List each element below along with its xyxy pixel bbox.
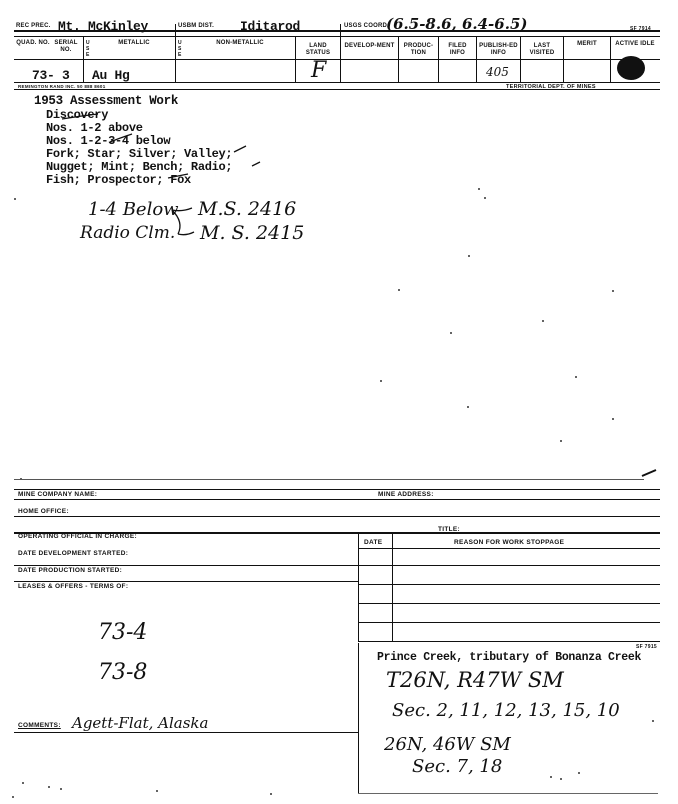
printer-note: REMINGTON RAND INC. 50 888 8601	[18, 84, 106, 89]
form-number: SF 7914	[630, 26, 652, 32]
comments-value: Agett-Flat, Alaska	[72, 714, 209, 732]
hand-location-2: Sec. 2, 11, 12, 13, 15, 10	[392, 700, 620, 721]
hand-below-label: 1-4 Below	[88, 199, 179, 220]
active-idle-label: ACTIVE IDLE	[615, 41, 655, 47]
mine-company-label: MINE COMPANY NAME:	[18, 491, 98, 498]
metallic-label: METALLIC	[118, 40, 150, 46]
notes-line-5: Fork; Star; Silver; Valley;	[46, 147, 233, 161]
rec-prec-value: Mt. McKinley	[58, 19, 149, 34]
corner-mark	[640, 466, 660, 480]
handwritten-strokes	[40, 110, 280, 190]
hand-73-8: 73-8	[98, 660, 148, 685]
hand-ms-2415: M. S. 2415	[200, 222, 305, 244]
notes-line-4: Nos. 1-2-3-4 below	[46, 134, 171, 148]
date-label: DATE	[364, 539, 383, 546]
hand-location-3: 26N, 46W SM	[384, 734, 511, 755]
hand-location-1: T26N, R47W SM	[386, 668, 564, 692]
published-value: 405	[486, 65, 509, 79]
quad-serial-value: 73- 3	[32, 68, 70, 83]
notes-line-1: 1953 Assessment Work	[34, 94, 179, 108]
leases-label: LEASES & OFFERS - TERMS OF:	[18, 583, 129, 590]
production-label: PRODUC-TION	[403, 43, 434, 56]
usbm-dist-label: USBM DIST.	[178, 23, 215, 29]
land-status-mark: F	[311, 58, 327, 83]
reason-label: REASON FOR WORK STOPPAGE	[454, 539, 565, 546]
form-number-2: SF 7915	[636, 644, 658, 650]
land-status-label: LAND STATUS	[305, 43, 331, 56]
notes-line-2: Discovery	[46, 108, 109, 122]
use-letters-metallic: U S E	[86, 40, 90, 58]
hand-radio-label: Radio Clm.	[80, 223, 176, 243]
metallic-value: Au Hg	[92, 68, 130, 83]
use-letters-nonmetallic: U S E	[178, 40, 182, 58]
quad-label: QUAD. NO.	[16, 40, 50, 46]
development-label: DEVELOP-MENT	[344, 43, 395, 49]
location-typed: Prince Creek, tributary of Bonanza Creek	[377, 651, 642, 664]
hand-73-4: 73-4	[98, 620, 148, 645]
comments-label: COMMENTS:	[18, 722, 61, 729]
date-development-label: DATE DEVELOPMENT STARTED:	[18, 550, 129, 557]
nonmetallic-label: NON-METALLIC	[216, 40, 264, 46]
mine-address-label: MINE ADDRESS:	[378, 491, 434, 498]
published-info-label: PUBLISH-ED INFO	[479, 43, 518, 56]
date-production-label: DATE PRODUCTION STARTED:	[18, 567, 123, 574]
usgs-coord-value: (6.5-8.6, 6.4-6.5)	[386, 15, 528, 33]
serial-label: SERIAL NO.	[54, 40, 78, 53]
notes-line-3: Nos. 1-2 above	[46, 121, 143, 135]
rec-prec-label: REC PREC.	[16, 23, 51, 29]
usbm-dist-value: Iditarod	[240, 19, 301, 34]
department-note: TERRITORIAL DEPT. OF MINES	[506, 84, 596, 90]
notes-line-7: Fish; Prospector; Fox	[46, 173, 191, 187]
usgs-coord-label: USGS COORD.	[344, 23, 389, 29]
filed-info-label: FILED INFO	[448, 43, 467, 56]
home-office-label: HOME OFFICE:	[18, 508, 69, 515]
hand-ms-2416: M.S. 2416	[198, 198, 297, 220]
notes-line-6: Nugget; Mint; Bench; Radio;	[46, 160, 233, 174]
hand-location-4: Sec. 7, 18	[412, 756, 503, 777]
title-label: TITLE:	[438, 526, 461, 533]
ink-blot-mark	[617, 56, 645, 80]
last-visited-label: LAST VISITED	[529, 43, 555, 56]
operating-official-label: OPERATING OFFICIAL IN CHARGE:	[18, 533, 137, 540]
merit-label: MERIT	[577, 41, 597, 47]
